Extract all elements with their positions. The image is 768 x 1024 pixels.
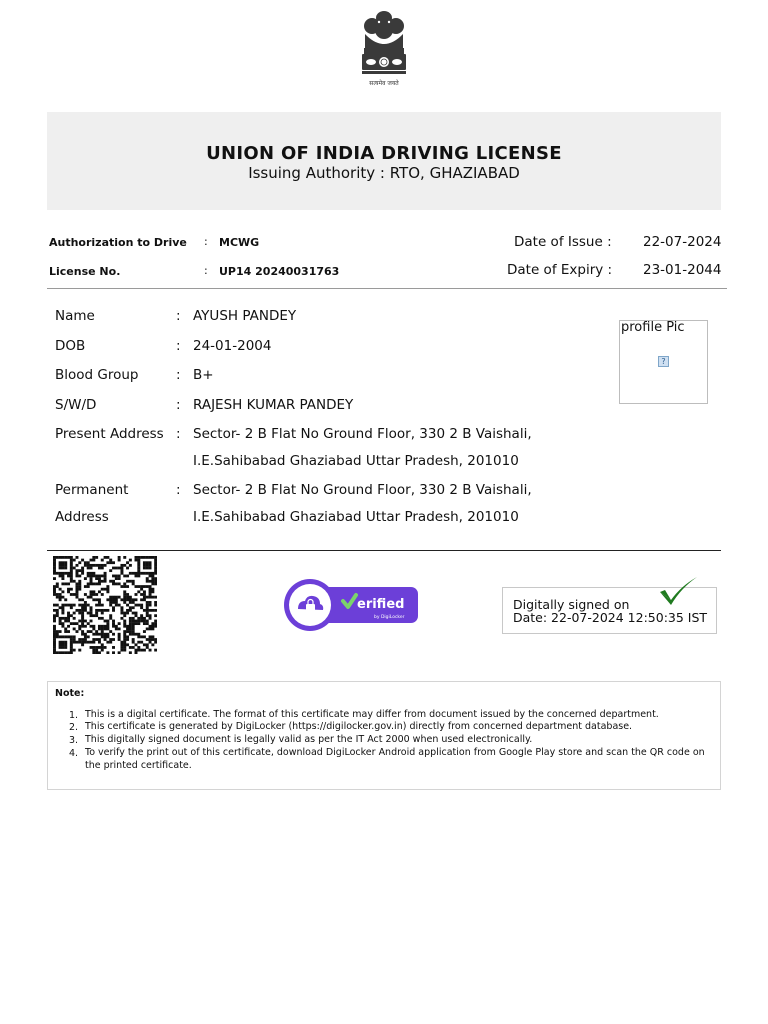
permanent-address-label-2: Address: [55, 509, 109, 525]
digilocker-verified-icon: [282, 577, 422, 633]
colon: :: [176, 397, 181, 413]
colon: :: [176, 426, 181, 442]
broken-image-icon: ?: [658, 356, 669, 367]
divider: [47, 550, 721, 551]
present-address-line2: I.E.Sahibabad Ghaziabad Uttar Pradesh, 201010: [193, 453, 519, 469]
note-item-number: 4.: [69, 748, 79, 759]
swd-label: S/W/D: [55, 397, 97, 413]
authorization-label: Authorization to Drive: [49, 236, 187, 249]
name-value: AYUSH PANDEY: [193, 308, 297, 324]
permanent-address-label: Permanent: [55, 482, 129, 498]
note-item-number: 1.: [69, 710, 79, 721]
emblem-motto: सत्यमेव जयते: [369, 80, 399, 87]
dob-label: DOB: [55, 338, 86, 354]
swd-value: RAJESH KUMAR PANDEY: [193, 397, 354, 413]
date-of-issue-value: 22-07-2024: [643, 234, 722, 250]
colon: :: [204, 264, 208, 277]
profile-photo-alt: profile Pic: [621, 320, 685, 335]
colon: :: [204, 235, 208, 248]
note-item: This digitally signed document is legally valid as per the IT Act 2000 when used electronically.: [85, 734, 533, 745]
signature-label: Digitally signed on: [513, 597, 630, 612]
date-of-expiry-label: Date of Expiry :: [507, 262, 613, 278]
ashoka-emblem-icon: [357, 8, 411, 88]
dob-value: 24-01-2004: [193, 338, 272, 354]
colon: :: [176, 338, 181, 354]
present-address-label: Present Address: [55, 426, 164, 442]
blood-group-label: Blood Group: [55, 367, 139, 383]
note-item: This is a digital certificate. The format of this certificate may differ from document issued by the concerned department.: [85, 709, 659, 720]
note-item: This certificate is generated by DigiLocker (https://digilocker.gov.in) directly from concerned department database.: [85, 721, 633, 732]
name-label: Name: [55, 308, 95, 324]
permanent-address-line2: I.E.Sahibabad Ghaziabad Uttar Pradesh, 201010: [193, 509, 519, 525]
qr-code-icon: [53, 556, 157, 654]
issuing-authority: Issuing Authority : RTO, GHAZIABAD: [248, 164, 520, 182]
date-of-expiry-value: 23-01-2044: [643, 262, 722, 278]
colon: :: [176, 367, 181, 383]
present-address-line1: Sector- 2 B Flat No Ground Floor, 330 2 B Vaishali,: [193, 426, 532, 442]
license-number-label: License No.: [49, 265, 121, 278]
note-item: To verify the print out of this certificate, download DigiLocker Android application from Google Play store and scan the QR code on the printed certificate.: [85, 747, 705, 771]
colon: :: [176, 482, 181, 498]
document-title: UNION OF INDIA DRIVING LICENSE: [206, 143, 562, 164]
authorization-value: MCWG: [219, 236, 260, 249]
note-item-number: 3.: [69, 735, 79, 746]
blood-group-value: B+: [193, 367, 214, 383]
permanent-address-line1: Sector- 2 B Flat No Ground Floor, 330 2 B Vaishali,: [193, 482, 532, 498]
note-item-number: 2.: [69, 722, 79, 733]
date-of-issue-label: Date of Issue :: [514, 234, 612, 250]
license-number-value: UP14 20240031763: [219, 265, 340, 278]
divider: [47, 288, 727, 289]
signature-date: Date: 22-07-2024 12:50:35 IST: [513, 610, 708, 625]
green-checkmark-icon: [657, 574, 699, 608]
colon: :: [176, 308, 181, 324]
svg-text:by DigiLocker: by DigiLocker: [374, 615, 405, 620]
note-title: Note:: [55, 688, 85, 699]
svg-text:erified: erified: [357, 597, 405, 612]
